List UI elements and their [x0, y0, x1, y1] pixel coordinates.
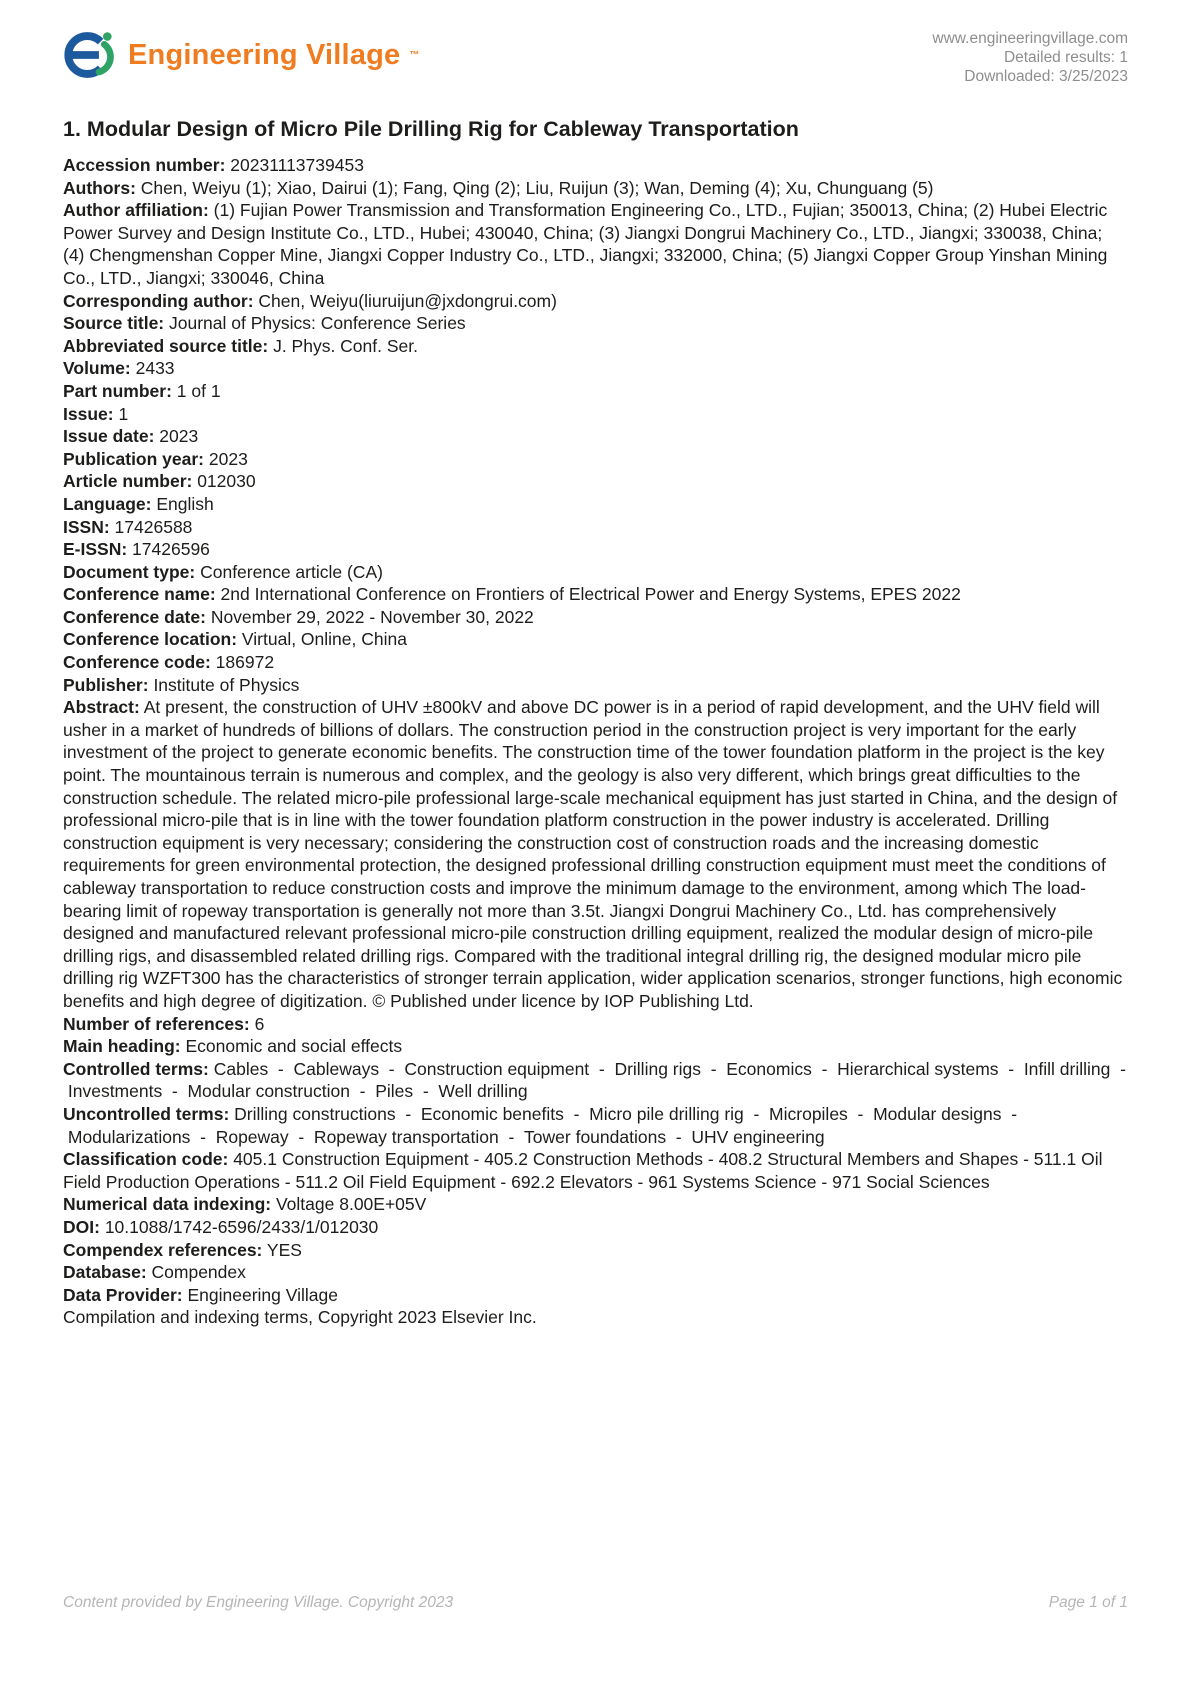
field-label: Abbreviated source title: — [63, 335, 269, 356]
header-downloaded-date: Downloaded: 3/25/2023 — [964, 68, 1128, 85]
field-conference-name — [63, 583, 1128, 606]
field-volume — [63, 357, 1128, 380]
field-value: 2023 — [154, 426, 199, 447]
field-publication-year — [63, 448, 1128, 471]
field-label: Language: — [63, 493, 152, 514]
field-label: Issue: — [63, 403, 114, 424]
footer-copyright: Content provided by Engineering Village. Copyright 2023 — [63, 1594, 454, 1611]
engineering-village-logo — [63, 28, 419, 82]
field-label: Source title: — [63, 313, 165, 334]
field-label: E-ISSN: — [63, 539, 128, 560]
field-conference-location — [63, 628, 1128, 651]
field-label: Classification code: — [63, 1149, 229, 1170]
field-label: Volume: — [63, 358, 131, 379]
field-value: 2433 — [130, 358, 175, 379]
field-part-number — [63, 380, 1128, 403]
field-label: Conference code: — [63, 652, 211, 673]
field-value: Virtual, Online, China — [237, 629, 407, 650]
header-site-url: www.engineeringvillage.com — [932, 30, 1128, 47]
field-label: Publisher: — [63, 674, 149, 695]
field-value: 1 — [113, 403, 129, 424]
header-detailed-results: Detailed results: 1 — [1003, 49, 1128, 66]
field-label: Part number: — [63, 380, 172, 401]
field-value: Engineering Village — [182, 1284, 338, 1305]
field-value: 10.1088/1742-6596/2433/1/012030 — [99, 1216, 379, 1237]
field-source-title — [63, 312, 1128, 335]
field-value: J. Phys. Conf. Ser. — [268, 335, 418, 356]
field-value: (1) Fujian Power Transmission and Transformation Engineering Co., LTD., Fujian; 350013, China; (2) Hubei Electric Power Survey and Design Institute Co., LTD., Hubei; 430040, China; (3) Jiangxi Dongrui Machinery Co., LTD., Jiangxi; 330038, China; (4) Chengmenshan Copper Mine, Jiangxi Copper Industry Co., LTD., Jiangxi; 332000, China; (5) Jiangxi Copper Group Yinshan Mining Co., LTD., Jiangxi; 330046, China — [63, 200, 1108, 288]
field-value: November 29, 2022 - November 30, 2022 — [205, 606, 534, 627]
field-value: 20231113739453 — [225, 155, 364, 175]
field-article-number — [63, 470, 1128, 493]
field-publisher — [63, 674, 1128, 697]
field-controlled-terms — [63, 1058, 1128, 1103]
field-label: Publication year: — [63, 448, 205, 469]
trademark-symbol: ™ — [409, 49, 420, 61]
field-label: Conference date: — [63, 606, 206, 627]
compilation-note: Compilation and indexing terms, Copyright 2023 Elsevier Inc. — [63, 1307, 537, 1328]
field-abbreviated-source-title — [63, 335, 1128, 358]
field-issue-date — [63, 425, 1128, 448]
field-label: Authors: — [63, 177, 136, 198]
field-label: Compendex references: — [63, 1239, 263, 1260]
field-data-provider — [63, 1284, 1128, 1307]
field-value: Economic and social effects — [180, 1036, 403, 1057]
field-value: 17426588 — [109, 516, 193, 537]
field-author-affiliation — [63, 199, 1128, 289]
field-doi — [63, 1216, 1128, 1239]
footer-page-number: Page 1 of 1 — [1048, 1594, 1128, 1611]
field-document-type — [63, 561, 1128, 584]
record-fields — [63, 154, 1128, 1306]
field-value: 17426596 — [127, 539, 210, 560]
field-label: Abstract: — [63, 697, 140, 718]
field-value: Compendex — [146, 1262, 246, 1283]
page-header — [63, 28, 1128, 86]
field-label: Uncontrolled terms: — [63, 1103, 230, 1124]
field-label: Document type: — [63, 561, 196, 582]
field-number-of-references — [63, 1013, 1128, 1036]
record-body — [63, 116, 1128, 1329]
field-value: Voltage 8.00E+05V — [271, 1194, 427, 1215]
field-abstract — [63, 696, 1128, 1012]
field-numerical-data-indexing — [63, 1193, 1128, 1216]
field-label: Accession number: — [63, 155, 226, 175]
field-value: Drilling constructions - Economic benefits - Micro pile drilling rig - Micropiles - Modular designs - Modularizations - Ropeway - Ropeway transportation - Tower foundations - UHV engineering — [63, 1103, 1018, 1147]
field-authors — [63, 177, 1128, 200]
logo-wordmark: Engineering Village — [128, 39, 401, 71]
field-value: YES — [262, 1239, 302, 1260]
field-language — [63, 493, 1128, 516]
field-conference-date — [63, 606, 1128, 629]
field-label: Author affiliation: — [63, 200, 209, 221]
field-value: 405.1 Construction Equipment - 405.2 Construction Methods - 408.2 Structural Members and Shapes - 511.1 Oil Field Production Operations - 511.2 Oil Field Equipment - 692.2 Elevators - 961 Systems Science - 971 Social Sciences — [63, 1149, 1103, 1192]
field-compendex-references — [63, 1239, 1128, 1262]
field-value: Cables - Cableways - Construction equipment - Drilling rigs - Economics - Hierarchical systems - Infill drilling - Investments - Modular construction - Piles - Well drilling — [63, 1058, 1126, 1102]
field-label: Number of references: — [63, 1013, 250, 1034]
field-value: At present, the construction of UHV ±800kV and above DC power is in a period of rapid development, and the UHV field will usher in a market of hundreds of billions of dollars. The construction period in the construction project is very important for the early investment of the project to generate economic benefits. The construction time of the tower foundation platform in the project is the key point. The mountainous terrain is numerous and complex, and the geology is also very different, which brings great difficulties to the construction schedule. The related micro-pile professional large-scale mechanical equipment has just started in China, and the design of professional micro-pile that is in line with the tower foundation platform construction in the power industry is accelerated. Drilling construction equipment is very necessary; considering the construction cost of construction roads and the increasing domestic requirements for green environmental protection, the designed professional drilling construction equipment must meet the conditions of cableway transportation to reduce construction costs and improve the minimum damage to the environment, among which The load-bearing limit of ropeway transportation is generally not more than 3.5t. Jiangxi Dongrui Machinery Co., Ltd. has comprehensively designed and manufactured relevant professional micro-pile construction drilling equipment, realized the modular design of micro-pile drilling rigs, and disassembled related drilling rigs. Compared with the traditional integral drilling rig, the designed modular micro pile drilling rig WZFT300 has the characteristics of stronger terrain application, wider application scenarios, stronger functions, high economic benefits and high degree of digitization. © Published under licence by IOP Publishing Ltd. — [63, 697, 1123, 1011]
field-corresponding-author — [63, 290, 1128, 313]
record-title: 1. Modular Design of Micro Pile Drilling Rig for Cableway Transportation — [63, 117, 799, 141]
field-value: Conference article (CA) — [195, 561, 383, 582]
field-value: 2nd International Conference on Frontiers of Electrical Power and Energy Systems, EPES 2022 — [215, 584, 961, 605]
field-label: DOI: — [63, 1216, 100, 1237]
field-label: Issue date: — [63, 426, 155, 447]
field-value: 2023 — [204, 448, 248, 469]
field-accession-number — [63, 154, 1128, 177]
field-issue — [63, 403, 1128, 426]
field-issn — [63, 516, 1128, 539]
field-label: ISSN: — [63, 516, 110, 537]
field-label: Conference location: — [63, 629, 238, 650]
field-value: Chen, Weiyu(liuruijun@jxdongrui.com) — [253, 290, 557, 311]
field-value: 186972 — [210, 652, 275, 673]
ei-logo-icon — [63, 28, 119, 82]
field-conference-code — [63, 651, 1128, 674]
field-value: English — [151, 493, 214, 514]
field-label: Database: — [63, 1262, 147, 1283]
field-e-issn — [63, 538, 1128, 561]
field-label: Data Provider: — [63, 1284, 183, 1305]
field-main-heading — [63, 1035, 1128, 1058]
page-footer — [63, 1594, 1128, 1612]
field-uncontrolled-terms — [63, 1103, 1128, 1148]
field-value: 012030 — [192, 471, 256, 492]
field-label: Article number: — [63, 471, 193, 492]
field-label: Main heading: — [63, 1036, 181, 1057]
field-database — [63, 1261, 1128, 1284]
field-value: Journal of Physics: Conference Series — [164, 313, 466, 334]
field-value: Institute of Physics — [148, 674, 300, 695]
field-value: 1 of 1 — [171, 380, 221, 401]
field-label: Conference name: — [63, 584, 216, 605]
field-value: 6 — [249, 1013, 265, 1034]
field-label: Controlled terms: — [63, 1058, 209, 1079]
field-value: Chen, Weiyu (1); Xiao, Dairui (1); Fang, Qing (2); Liu, Ruijun (3); Wan, Deming (4); Xu, Chunguang (5) — [135, 177, 934, 198]
header-meta — [932, 28, 1128, 86]
field-label: Corresponding author: — [63, 290, 254, 311]
field-label: Numerical data indexing: — [63, 1194, 272, 1215]
field-classification-code — [63, 1148, 1128, 1193]
